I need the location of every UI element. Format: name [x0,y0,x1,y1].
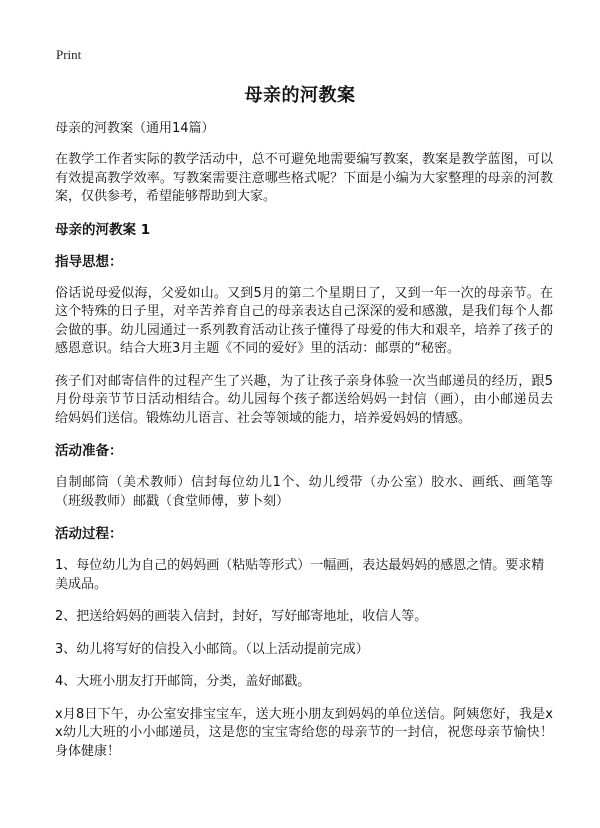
process-step: 3、幼儿将写好的信投入小邮筒。（以上活动提前完成） [55,641,369,657]
guiding-paragraph-2: 孩子们对邮寄信件的过程产生了兴趣，为了让孩子亲身体验一次当邮递员的经历，跟5月份母亲节节日活动相结合。幼儿园每个孩子都送给妈妈一封信（画），由小邮递员去给妈妈们送信。锻炼幼儿语言、社会等领域的能力，培养爱妈妈的情感。 [55,373,553,426]
closing-paragraph: x月8日下午，办公室安排宝宝车，送大班小朋友到妈妈的单位送信。阿姨您好，我是xx幼儿大班的小小邮递员，这是您的宝宝寄给您的母亲节的一封信，祝您母亲节愉快！身体健康！ [55,706,553,759]
document-body [55,120,553,775]
guiding-paragraph-1: 俗话说母爱似海，父爱如山。又到5月的第二个星期日了，又到一年一次的母亲节。在这个特殊的日子里，对辛苦养育自己的母亲表达自己深深的爱和感激，是我们每个人都会做的事。幼儿园通过一系列教育活动让孩子懂得了母爱的伟大和艰辛，培养了孩子的感恩意识。结合大班3月主题《不同的爱好》里的活动：邮票的“秘密。 [55,285,553,356]
page-title: 母亲的河教案 [244,85,356,106]
document-subtitle: 母亲的河教案（通用14篇） [55,121,215,136]
process-step: 4、大班小朋友打开邮筒，分类，盖好邮戳。 [55,674,311,689]
process-step: 1、每位幼儿为自己的妈妈画（粘贴等形式）一幅画，表达最妈妈的感恩之情。要求精美成品。 [55,558,545,592]
guiding-thought-heading: 指导思想： [55,253,123,270]
print-link[interactable]: Print [56,47,82,62]
preparation-paragraph: 自制邮筒（美术教师）信封每位幼儿1个、幼儿绶带（办公室）胶水、画纸、画笔等（班级教师）邮戳（食堂师傅，萝卜刻） [55,475,553,509]
preparation-heading: 活动准备： [55,443,123,459]
intro-paragraph: 在教学工作者实际的教学活动中，总不可避免地需要编写教案，教案是教学蓝图，可以有效提高教学效率。写教案需要注意哪些格式呢？下面是小编为大家整理的母亲的河教案，仅供参考，希望能够帮助到大家。 [55,152,553,204]
section-heading-lesson-1: 母亲的河教案 1 [55,221,151,238]
process-heading: 活动过程： [55,526,123,542]
process-step: 2、把送给妈妈的画装入信封，封好，写好邮寄地址，收信人等。 [55,609,428,624]
